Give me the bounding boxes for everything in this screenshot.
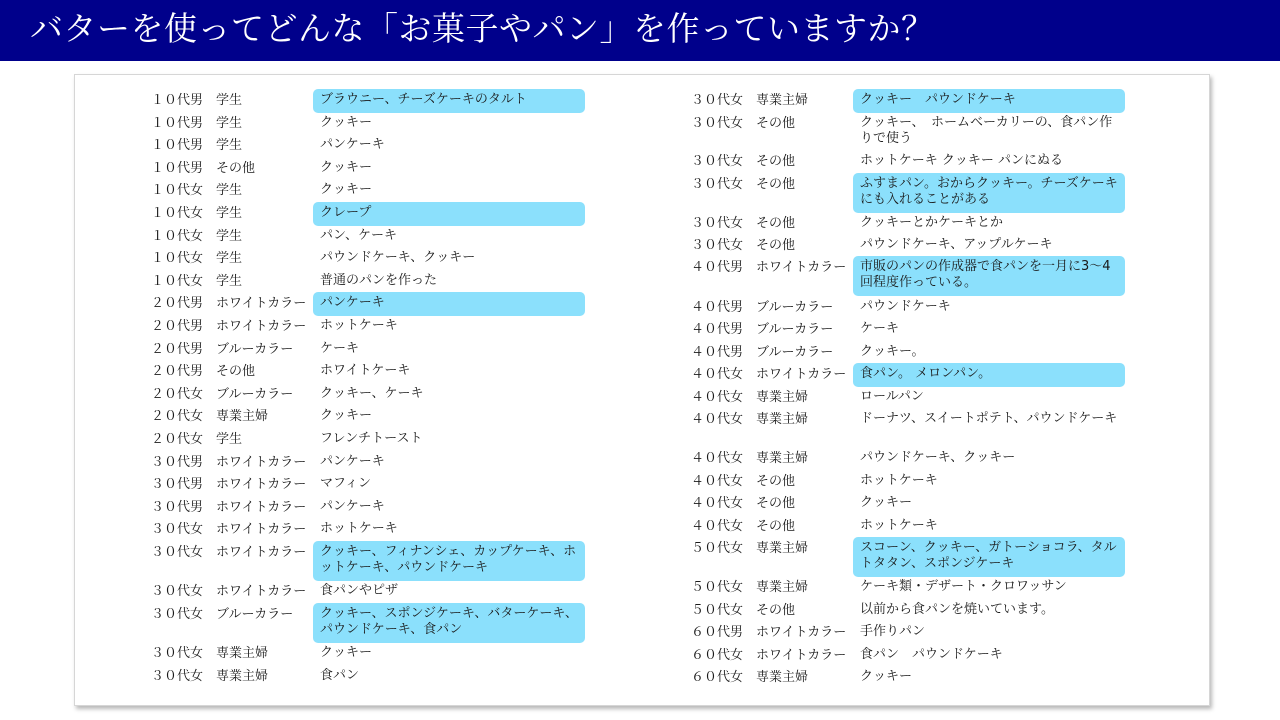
respondent-age-gender: ５０代女 bbox=[691, 580, 744, 595]
respondent-age-gender: ３０代男 bbox=[151, 454, 204, 470]
answer-text: ドーナツ、スイートポテト、パウンドケーキ bbox=[860, 411, 1118, 426]
respondent-occupation: 学生 bbox=[216, 115, 243, 131]
table-row bbox=[691, 363, 1203, 386]
answer-text: パンケーキ bbox=[320, 453, 385, 469]
table-row bbox=[691, 621, 1203, 644]
respondent-occupation: 学生 bbox=[216, 138, 243, 154]
table-row bbox=[151, 473, 663, 496]
respondent-occupation: 学生 bbox=[216, 228, 243, 244]
respondent-age-gender: ３０代女 bbox=[691, 237, 744, 253]
highlighted-answer: パンケーキ bbox=[313, 292, 585, 316]
respondent-age-gender: ２０代男 bbox=[151, 364, 204, 380]
table-row bbox=[151, 405, 663, 428]
respondent-occupation: ホワイトカラー bbox=[216, 454, 307, 470]
respondent-occupation: ホワイトカラー bbox=[216, 477, 307, 493]
respondent-occupation: ホワイトカラー bbox=[216, 544, 307, 560]
respondent-age-gender: ３０代女 bbox=[691, 93, 744, 108]
table-row bbox=[691, 234, 1203, 257]
respondent-age-gender: ４０代女 bbox=[691, 389, 744, 405]
respondent-occupation: その他 bbox=[216, 364, 256, 380]
respondent-age-gender: １０代女 bbox=[151, 273, 204, 289]
respondent-occupation: 専業主婦 bbox=[756, 541, 809, 556]
table-row bbox=[151, 112, 663, 135]
respondent-age-gender: ３０代女 bbox=[151, 522, 204, 538]
answer-text: パウンドケーキ、クッキー bbox=[860, 450, 1016, 465]
respondent-age-gender: ６０代女 bbox=[691, 647, 744, 663]
table-row bbox=[151, 89, 663, 112]
respondent-age-gender: ４０代女 bbox=[691, 451, 744, 466]
respondent-occupation: ブルーカラー bbox=[756, 322, 834, 337]
respondent-occupation: 学生 bbox=[216, 183, 243, 199]
respondent-occupation: 専業主婦 bbox=[756, 389, 809, 405]
respondent-age-gender: １０代女 bbox=[151, 228, 204, 244]
respondent-age-gender: ３０代女 bbox=[151, 606, 204, 622]
highlighted-answer: クレープ bbox=[313, 202, 585, 226]
table-row bbox=[151, 134, 663, 157]
page-title: バターを使ってどんな「お菓子やパン」を作っていますか？ bbox=[30, 9, 935, 48]
respondent-occupation: その他 bbox=[756, 215, 796, 231]
table-row bbox=[691, 599, 1203, 622]
respondent-age-gender: ４０代男 bbox=[691, 299, 744, 315]
respondent-occupation: ブルーカラー bbox=[216, 386, 294, 402]
table-row bbox=[151, 580, 663, 603]
answer-text: クッキー bbox=[320, 159, 373, 175]
answer-text: 普通のパンを作った bbox=[320, 272, 438, 288]
respondent-age-gender: ５０代女 bbox=[691, 602, 744, 618]
respondent-age-gender: ３０代女 bbox=[691, 153, 744, 169]
respondent-age-gender: ２０代女 bbox=[151, 386, 204, 402]
table-row bbox=[151, 338, 663, 361]
table-row bbox=[691, 576, 1203, 599]
answer-text: 食パン パウンドケーキ bbox=[860, 646, 1003, 662]
respondent-occupation: その他 bbox=[756, 153, 796, 169]
answer-text: クッキーとかケーキとか bbox=[860, 214, 1004, 230]
survey-panel bbox=[74, 74, 1210, 706]
table-row bbox=[691, 296, 1203, 319]
answer-text: マフィン bbox=[320, 476, 371, 492]
table-row bbox=[691, 666, 1203, 689]
answer-text: パンケーキ bbox=[320, 137, 385, 153]
table-row bbox=[151, 202, 663, 225]
answer-text: ホットケーキ bbox=[320, 521, 398, 537]
answer-text: クッキー。 bbox=[860, 343, 925, 359]
highlighted-answer: 市販のパンの作成器で食パンを一月に3～4回程度作っている。 bbox=[853, 256, 1125, 296]
respondent-age-gender: １０代男 bbox=[151, 115, 204, 131]
respondent-occupation: その他 bbox=[756, 602, 796, 618]
respondent-age-gender: １０代女 bbox=[151, 183, 204, 199]
respondent-age-gender: １０代男 bbox=[151, 138, 204, 154]
respondent-occupation: その他 bbox=[756, 473, 796, 489]
highlighted-answer: スコーン、クッキー、ガトーショコラ、タルトタタン、スポンジケーキ bbox=[853, 537, 1125, 577]
respondent-age-gender: ３０代男 bbox=[151, 477, 204, 493]
table-row bbox=[691, 341, 1203, 364]
highlighted-answer: クッキー、スポンジケーキ、バターケーキ、パウンドケーキ、食パン bbox=[313, 603, 585, 643]
table-row bbox=[151, 157, 663, 180]
respondent-age-gender: １０代男 bbox=[151, 160, 204, 176]
left-column bbox=[151, 89, 663, 688]
answer-text: クッキー、 ホームベーカリーの、食パン作りで使う bbox=[860, 115, 1113, 146]
respondent-occupation: ホワイトカラー bbox=[216, 499, 307, 515]
highlighted-answer: クッキー、フィナンシェ、カップケーキ、ホットケーキ、パウンドケーキ bbox=[313, 541, 585, 581]
table-row bbox=[691, 515, 1203, 538]
respondent-occupation: ホワイトカラー bbox=[756, 260, 847, 275]
table-row bbox=[151, 247, 663, 270]
table-row bbox=[691, 644, 1203, 667]
respondent-occupation: その他 bbox=[756, 176, 796, 192]
respondent-age-gender: ３０代女 bbox=[151, 584, 204, 600]
table-row bbox=[151, 642, 663, 665]
table-row bbox=[691, 492, 1203, 515]
respondent-age-gender: ２０代男 bbox=[151, 296, 204, 312]
highlighted-answer: ブラウニー、チーズケーキのタルト bbox=[313, 89, 585, 113]
table-row bbox=[151, 451, 663, 474]
right-column bbox=[691, 89, 1203, 689]
answer-text: クッキー、ケーキ bbox=[320, 385, 424, 401]
table-row bbox=[151, 360, 663, 383]
respondent-occupation: ホワイトカラー bbox=[756, 647, 847, 663]
table-row bbox=[691, 112, 1203, 150]
respondent-occupation: 学生 bbox=[216, 431, 243, 447]
answer-text: 手作りパン bbox=[860, 624, 926, 639]
respondent-occupation: その他 bbox=[756, 116, 796, 131]
respondent-occupation: 学生 bbox=[216, 93, 243, 108]
respondent-age-gender: ３０代男 bbox=[151, 499, 204, 515]
answer-text: パウンドケーキ、アップルケーキ bbox=[860, 236, 1053, 252]
respondent-age-gender: ４０代女 bbox=[691, 496, 744, 511]
highlighted-answer: クッキー パウンドケーキ bbox=[853, 89, 1125, 113]
table-row bbox=[151, 603, 663, 643]
respondent-age-gender: ３０代女 bbox=[151, 669, 204, 685]
respondent-occupation: 専業主婦 bbox=[216, 646, 269, 662]
respondent-occupation: 専業主婦 bbox=[756, 412, 809, 427]
highlighted-answer: 食パン。 メロンパン。 bbox=[853, 363, 1125, 387]
respondent-age-gender: ５０代女 bbox=[691, 541, 744, 556]
answer-text: クッキー bbox=[320, 182, 373, 198]
respondent-age-gender: ４０代男 bbox=[691, 260, 744, 275]
answer-text: フレンチトースト bbox=[320, 430, 423, 446]
respondent-occupation: ホワイトカラー bbox=[216, 296, 307, 312]
table-row bbox=[151, 270, 663, 293]
respondent-age-gender: ６０代男 bbox=[691, 625, 744, 640]
answer-text: ホットケーキ クッキー パンにぬる bbox=[860, 152, 1064, 168]
respondent-age-gender: ４０代女 bbox=[691, 518, 744, 534]
table-row bbox=[691, 173, 1203, 212]
respondent-age-gender: ４０代男 bbox=[691, 322, 744, 337]
answer-text: クッキー bbox=[320, 114, 373, 130]
answer-text: ケーキ bbox=[320, 340, 360, 356]
respondent-age-gender: ２０代男 bbox=[151, 341, 204, 357]
table-row bbox=[151, 225, 663, 248]
respondent-occupation: ホワイトカラー bbox=[216, 318, 307, 334]
answer-text: パウンドケーキ、クッキー bbox=[320, 250, 476, 266]
respondent-age-gender: ３０代女 bbox=[151, 544, 204, 560]
respondent-occupation: ブルーカラー bbox=[216, 341, 294, 357]
answer-text: ホットケーキ bbox=[320, 317, 398, 333]
answer-text: パウンドケーキ bbox=[860, 298, 951, 314]
table-row bbox=[691, 470, 1203, 493]
respondent-occupation: 専業主婦 bbox=[216, 409, 269, 425]
table-row bbox=[691, 212, 1203, 234]
answer-text: クッキー bbox=[320, 408, 373, 424]
respondent-occupation: ホワイトカラー bbox=[216, 584, 307, 600]
table-row bbox=[691, 256, 1203, 296]
respondent-occupation: ブルーカラー bbox=[756, 299, 834, 315]
respondent-occupation: ホワイトカラー bbox=[756, 367, 847, 382]
respondent-occupation: 専業主婦 bbox=[216, 669, 269, 685]
respondent-occupation: 専業主婦 bbox=[756, 580, 809, 595]
respondent-age-gender: １０代女 bbox=[151, 205, 204, 221]
respondent-age-gender: ２０代女 bbox=[151, 409, 204, 425]
highlighted-answer: ふすまパン。おからクッキー。チーズケーキにも入れることがある bbox=[853, 173, 1125, 213]
table-row bbox=[151, 428, 663, 451]
respondent-age-gender: １０代女 bbox=[151, 251, 204, 267]
respondent-age-gender: ２０代男 bbox=[151, 318, 204, 334]
respondent-occupation: 専業主婦 bbox=[756, 670, 809, 685]
respondent-age-gender: ４０代女 bbox=[691, 367, 744, 382]
respondent-occupation: 専業主婦 bbox=[756, 93, 809, 108]
table-row bbox=[151, 383, 663, 406]
respondent-age-gender: ４０代男 bbox=[691, 344, 744, 360]
respondent-age-gender: ６０代女 bbox=[691, 670, 744, 685]
answer-text: 以前から食パンを焼いています。 bbox=[860, 601, 1054, 617]
answer-text: ケーキ類・デザート・クロワッサン bbox=[860, 579, 1067, 594]
respondent-occupation: 学生 bbox=[216, 205, 243, 221]
table-row bbox=[691, 150, 1203, 173]
respondent-occupation: ブルーカラー bbox=[756, 344, 834, 360]
respondent-age-gender: ３０代女 bbox=[691, 176, 744, 192]
respondent-age-gender: ４０代女 bbox=[691, 412, 744, 427]
answer-text: パンケーキ bbox=[320, 498, 385, 514]
answer-text: ホットケーキ bbox=[860, 517, 938, 533]
table-row bbox=[151, 541, 663, 581]
table-row bbox=[151, 292, 663, 315]
answer-text: 食パン bbox=[320, 668, 360, 684]
respondent-occupation: 学生 bbox=[216, 251, 243, 267]
respondent-age-gender: ３０代女 bbox=[691, 116, 744, 131]
respondent-occupation: ホワイトカラー bbox=[756, 625, 847, 640]
respondent-occupation: 学生 bbox=[216, 273, 243, 289]
respondent-age-gender: ４０代女 bbox=[691, 473, 744, 489]
table-row bbox=[151, 518, 663, 541]
respondent-occupation: その他 bbox=[756, 237, 796, 253]
table-row bbox=[691, 537, 1203, 576]
table-row bbox=[151, 315, 663, 338]
answer-text: ケーキ bbox=[860, 321, 900, 336]
title-bar bbox=[0, 0, 1280, 61]
respondent-age-gender: ３０代女 bbox=[691, 215, 744, 231]
respondent-occupation: ブルーカラー bbox=[216, 606, 294, 622]
table-row bbox=[691, 408, 1203, 447]
respondent-occupation: 専業主婦 bbox=[756, 451, 809, 466]
respondent-occupation: その他 bbox=[756, 496, 796, 511]
table-row bbox=[691, 447, 1203, 470]
respondent-age-gender: １０代男 bbox=[151, 93, 204, 108]
table-row bbox=[691, 386, 1203, 409]
answer-text: クッキー bbox=[320, 645, 373, 661]
answer-text: ホワイトケーキ bbox=[320, 363, 411, 379]
respondent-age-gender: ３０代女 bbox=[151, 646, 204, 662]
table-row bbox=[691, 318, 1203, 341]
respondent-occupation: その他 bbox=[756, 518, 796, 534]
table-row bbox=[151, 665, 663, 688]
answer-text: ホットケーキ bbox=[860, 472, 938, 488]
respondent-age-gender: ２０代女 bbox=[151, 431, 204, 447]
table-row bbox=[691, 89, 1203, 112]
table-row bbox=[151, 179, 663, 202]
respondent-occupation: ホワイトカラー bbox=[216, 522, 307, 538]
answer-text: パン、ケーキ bbox=[320, 227, 397, 243]
table-row bbox=[151, 496, 663, 519]
answer-text: 食パンやピザ bbox=[320, 583, 399, 599]
answer-text: ロールパン bbox=[860, 388, 924, 404]
answer-text: クッキー bbox=[860, 669, 913, 684]
answer-text: クッキー bbox=[860, 495, 913, 510]
respondent-occupation: その他 bbox=[216, 160, 256, 176]
